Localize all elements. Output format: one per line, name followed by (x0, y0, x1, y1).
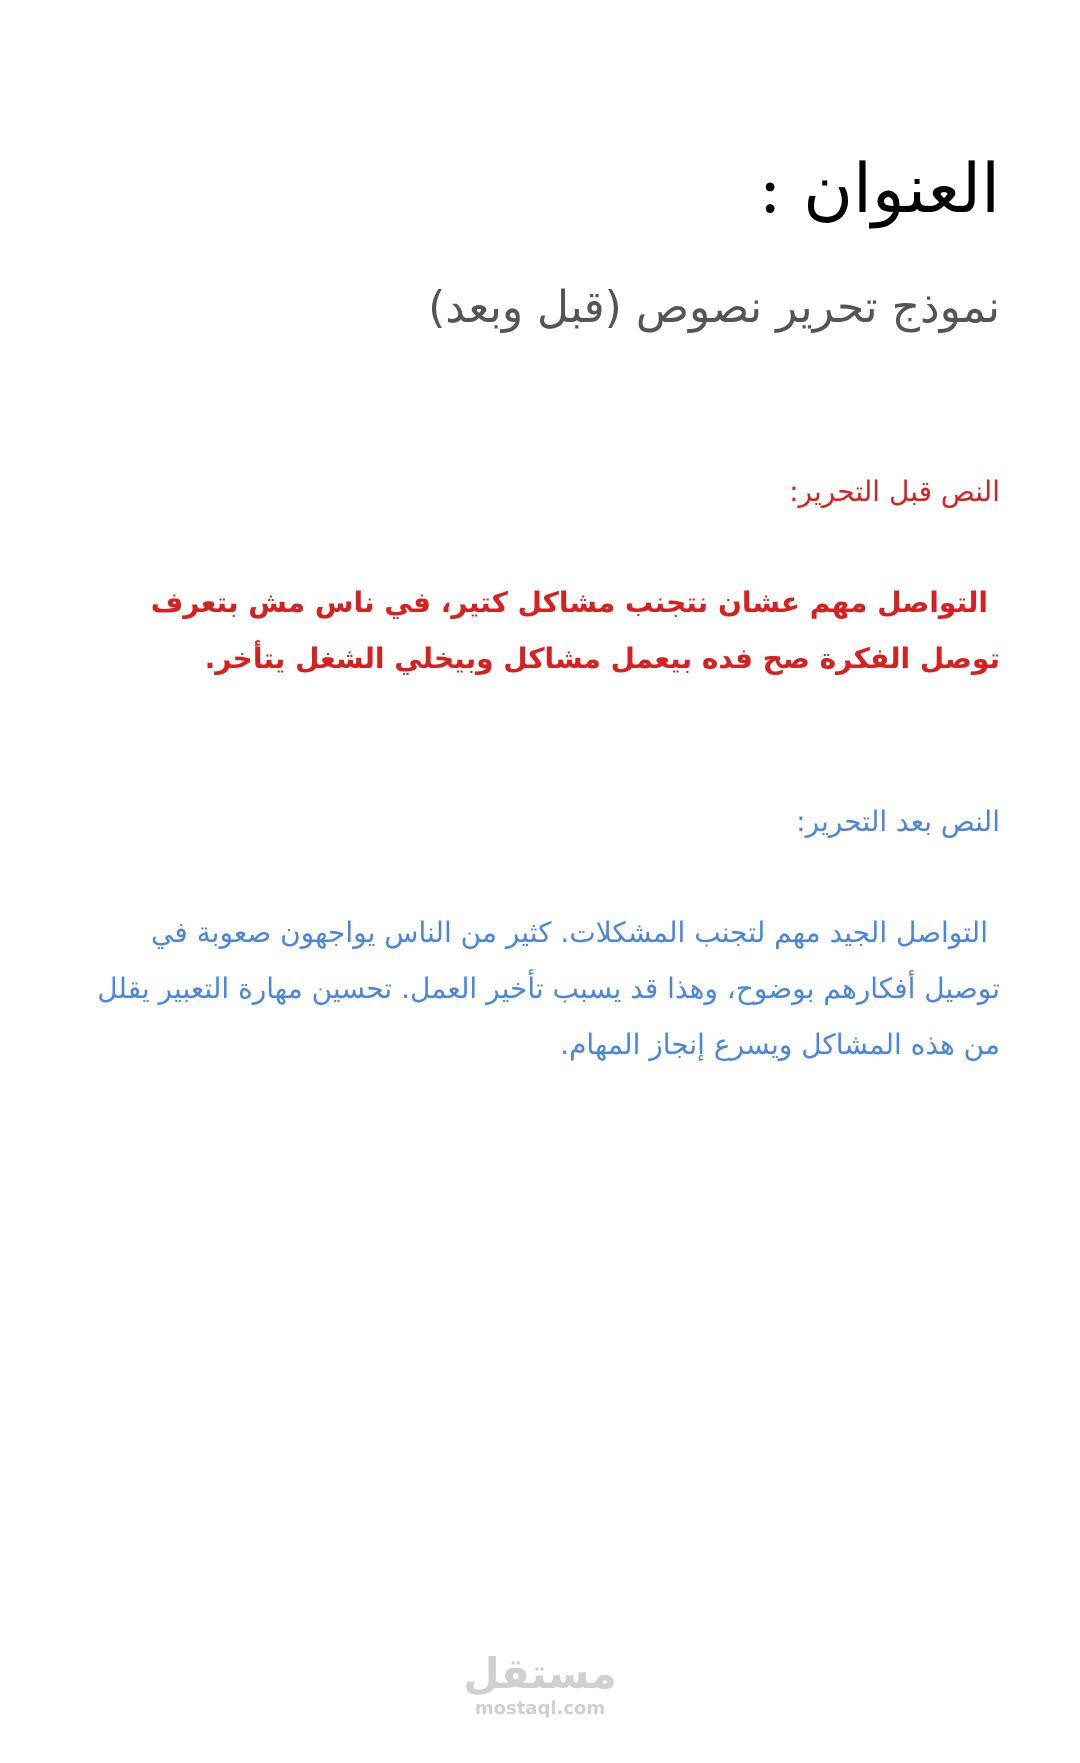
mostaql-watermark (0, 1650, 1080, 1720)
after-edit-heading: النص بعد التحرير: (796, 805, 1000, 838)
document-title: العنوان : (758, 150, 1000, 229)
before-edit-heading: النص قبل التحرير: (789, 475, 1000, 508)
document-subtitle: نموذج تحرير نصوص (قبل وبعد) (428, 282, 1000, 333)
mostaql-site: mostaql.com (474, 1698, 606, 1719)
before-edit-text: التواصل مهم عشان نتجنب مشاكل كتير، في ناس مش بتعرف توصل الفكرة صح فده بيعمل مشاكل وبيخلي الشغل يتأخر. (150, 586, 1000, 675)
mostaql-logo: مستقل (463, 1649, 617, 1698)
after-edit-text: التواصل الجيد مهم لتجنب المشكلات. كثير من الناس يواجهون صعوبة في توصيل أفكارهم بوضوح، وهذا قد يسبب تأخير العمل. تحسين مهارة التعبير يقلل من هذه المشاكل ويسرع إنجاز المهام. (97, 916, 1000, 1061)
